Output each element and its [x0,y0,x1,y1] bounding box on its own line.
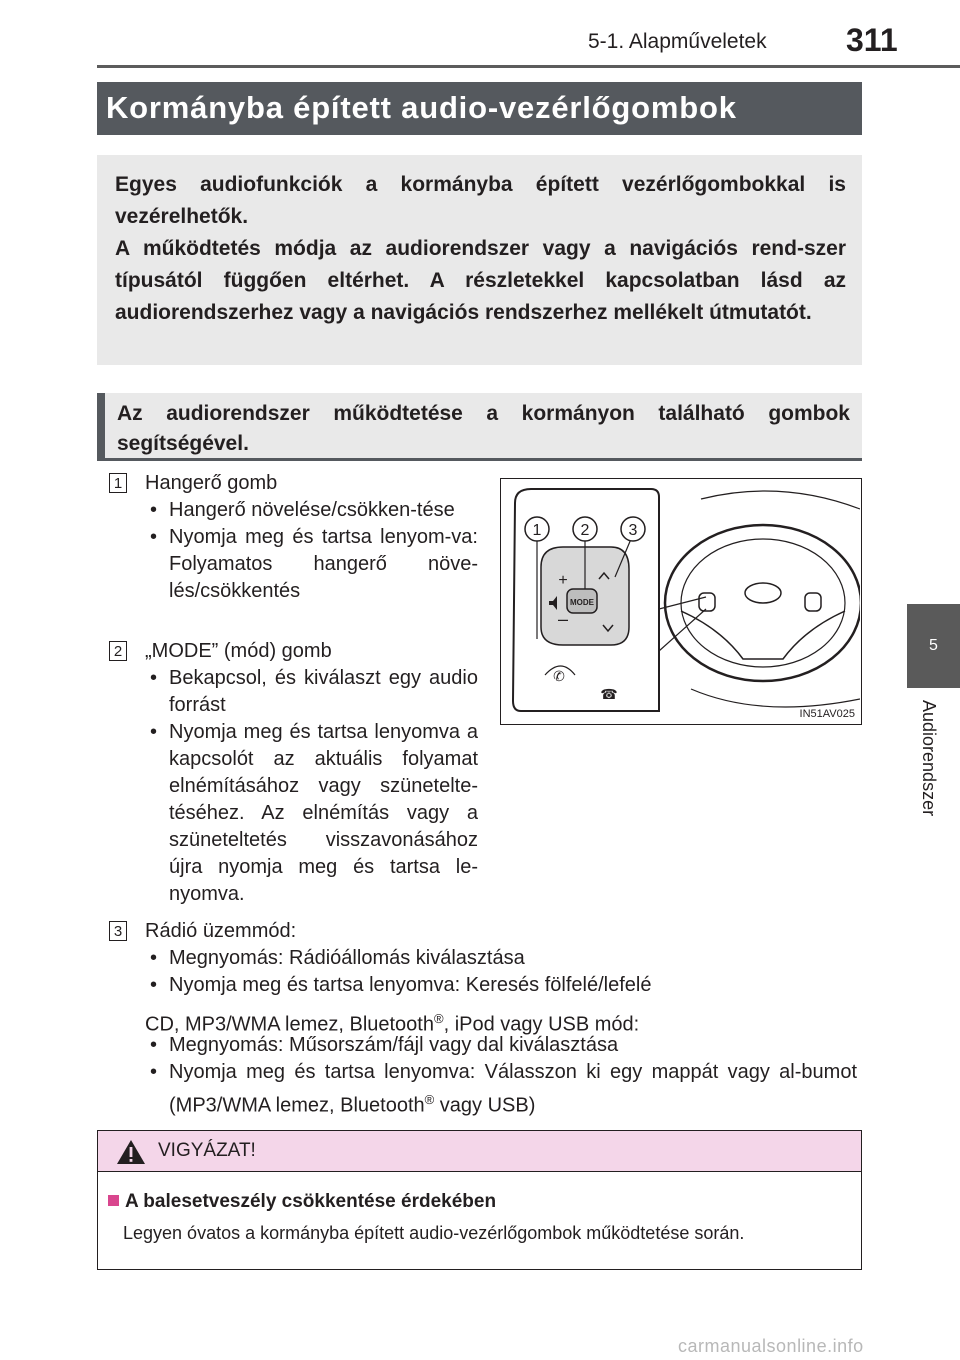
section-header: 5-1. Alapműveletek [588,30,767,53]
item-3-sub-bullet-1: • Megnyomás: Műsorszám/fájl vagy dal kiválasztása [145,1032,857,1059]
item-3-sub-bullets [145,1032,857,1120]
callout-3: 3 [628,522,638,539]
item-1-bullet-2: • Nyomja meg és tartsa lenyom-va: Folyamatos hangerő növe-lés/csökkentés [145,524,478,605]
item-number-2: 2 [109,641,127,661]
caution-title: VIGYÁZAT! [158,1140,256,1161]
subsection-title: Az audiorendszer működtetése a kormányon található gombok segítségével. [117,402,850,455]
subsection-header [97,393,862,461]
callout-2: 2 [580,522,590,539]
item-1-title: Hangerő gomb [145,472,278,494]
item-1-bullets [145,497,478,605]
item-2-bullet-1: • Bekapcsol, és kiválaszt egy audio forrást [145,665,478,719]
caution-header [98,1131,861,1172]
item-1-bullet-1: • Hangerő növelése/csökken-tése [145,497,478,524]
page-title: Kormányba épített audio-vezérlőgombok [106,90,737,125]
caution-box [97,1130,862,1270]
square-bullet-icon [108,1195,119,1206]
steering-wheel-icon [665,525,860,681]
title-bar [97,82,862,135]
item-2-title: „MODE” (mód) gomb [145,640,332,662]
header-rule [97,65,960,68]
mode-label: MODE [570,598,594,607]
chapter-number: 5 [929,637,938,654]
callout-1: 1 [532,522,542,539]
phone-off-icon: ☎ [600,687,618,703]
watermark: carmanualsonline.info [678,1336,864,1356]
figure-code: IN51AV025 [799,708,855,720]
chapter-label: Audiorendszer [919,700,939,817]
warning-icon [116,1139,146,1165]
caution-subtitle: A balesetveszély csökkentése érdekében [108,1191,496,1213]
caution-body: Legyen óvatos a kormányba épített audio-vezérlőgombok működtetése során. [123,1223,745,1243]
chapter-tab [907,604,960,688]
steering-controls-diagram [500,478,862,725]
phone-on-icon: ✆ [553,669,565,685]
item-3-bullets [145,945,857,999]
item-3-bullet-1: • Megnyomás: Rádióállomás kiválasztása [145,945,857,972]
item-number-1: 1 [109,473,127,493]
plus-icon: + [558,572,568,589]
item-2-bullets [145,665,478,908]
intro-paragraph-2: A működtetés módja az audiorendszer vagy a navigációs rend-szer típusától függően eltérhet. A részletekkel kapcsolatban lásd az audiorendszerhez vagy a navigációs rendszerhez mellékelt útmutatót. [115,237,846,324]
item-3-bullet-2: • Nyomja meg és tartsa lenyomva: Keresés fölfelé/lefelé [145,972,857,999]
page-number: 311 [846,22,898,58]
item-2-bullet-2: • Nyomja meg és tartsa lenyomva a kapcsolót az aktuális folyamat elnémításához vagy szünetelte-téséhez. Az elnémítás vagy a szüneteltetés visszavonásához újra nyomja meg és tartsa le-nyomva. [145,719,478,908]
intro-box [97,155,862,365]
intro-paragraph-1: Egyes audiofunkciók a kormányba épített vezérlőgombokkal is vezérelhetők. [115,173,846,228]
item-number-3: 3 [109,921,127,941]
item-3-subtitle: CD, MP3/WMA lemez, Bluetooth®, iPod vagy USB mód: [145,1011,640,1036]
item-3-sub-bullet-2: • Nyomja meg és tartsa lenyomva: Válasszon ki egy mappát vagy al-bumot (MP3/WMA lemez, Bluetooth® vagy USB) [145,1059,857,1120]
item-3-title: Rádió üzemmód: [145,920,297,942]
minus-icon: – [557,609,569,629]
steering-wheel-illustration [501,479,860,723]
